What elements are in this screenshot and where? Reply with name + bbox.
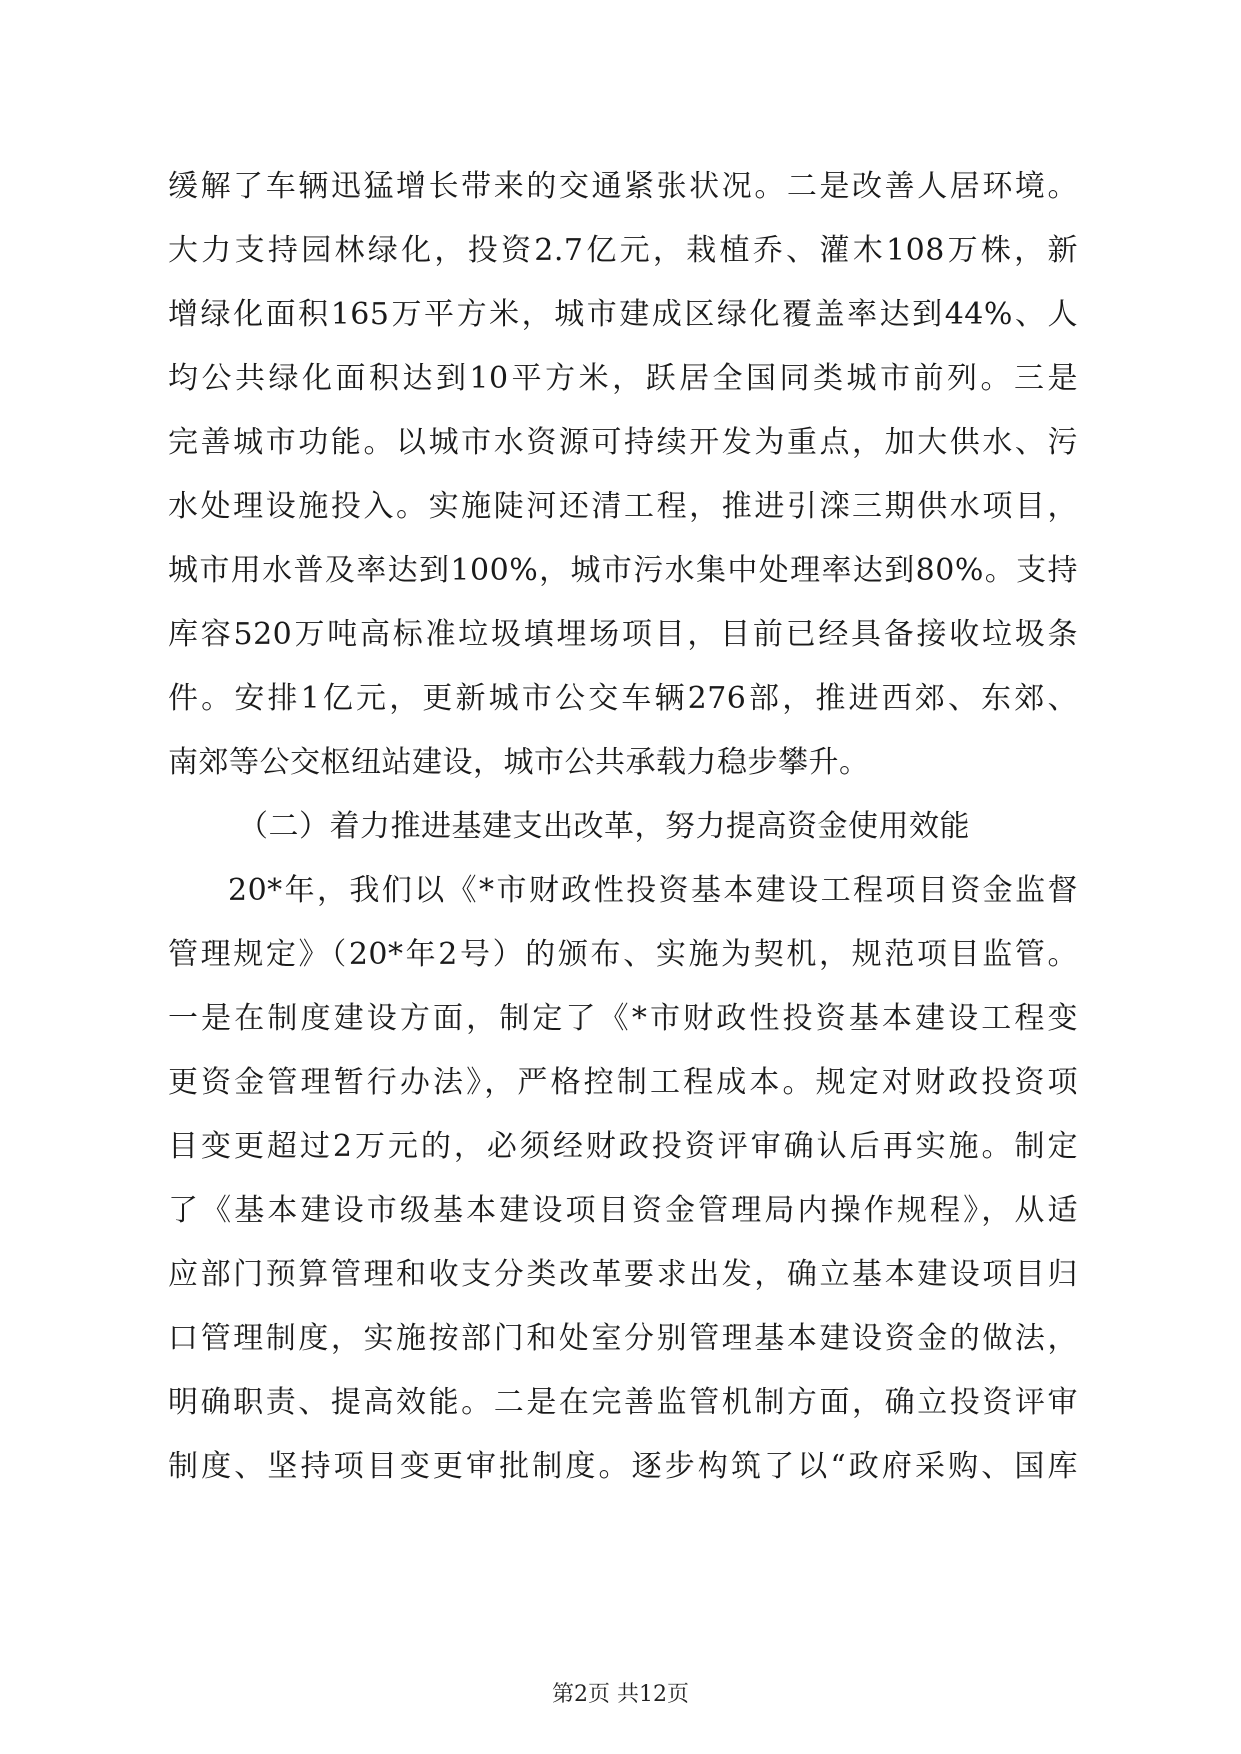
body-text-line: 大力支持园林绿化，投资2.7亿元，栽植乔、灌木108万株，新 <box>168 233 1078 268</box>
body-text-line: 南郊等公交枢纽站建设，城市公共承载力稳步攀升。 <box>168 745 870 780</box>
paragraph-first-line: 20*年，我们以《*市财政性投资基本建设工程项目资金监督 <box>228 873 1078 908</box>
body-text-line: 缓解了车辆迅猛增长带来的交通紧张状况。二是改善人居环境。 <box>168 169 1078 204</box>
body-text-line: 更资金管理暂行办法》，严格控制工程成本。规定对财政投资项 <box>168 1065 1078 1100</box>
section-heading: （二）着力推进基建支出改革，努力提高资金使用效能 <box>238 809 970 844</box>
body-text-line: 完善城市功能。以城市水资源可持续开发为重点，加大供水、污 <box>168 425 1078 460</box>
body-text-line: 明确职责、提高效能。二是在完善监管机制方面，确立投资评审 <box>168 1385 1078 1420</box>
body-text-line: 了《基本建设市级基本建设项目资金管理局内操作规程》，从适 <box>168 1193 1078 1228</box>
document-body <box>168 155 1078 1499</box>
body-text-line: 库容520万吨高标准垃圾填埋场项目，目前已经具备接收垃圾条 <box>168 617 1078 652</box>
body-text-line: 城市用水普及率达到100%，城市污水集中处理率达到80%。支持 <box>168 553 1078 588</box>
body-text-line: 水处理设施投入。实施陡河还清工程，推进引滦三期供水项目， <box>168 489 1078 524</box>
body-text-line: 管理规定》（20*年2号）的颁布、实施为契机，规范项目监管。 <box>168 937 1078 972</box>
body-text-line: 口管理制度，实施按部门和处室分别管理基本建设资金的做法， <box>168 1321 1078 1356</box>
body-text-line: 一是在制度建设方面，制定了《*市财政性投资基本建设工程变 <box>168 1001 1078 1036</box>
body-text-line: 增绿化面积165万平方米，城市建成区绿化覆盖率达到44%、人 <box>168 297 1078 332</box>
page-number-footer: 第2页 共12页 <box>552 1682 689 1707</box>
body-text-line: 件。安排1亿元，更新城市公交车辆276部，推进西郊、东郊、 <box>168 681 1078 716</box>
body-text-line: 制度、坚持项目变更审批制度。逐步构筑了以“政府采购、国库 <box>168 1449 1078 1484</box>
body-text-line: 均公共绿化面积达到10平方米，跃居全国同类城市前列。三是 <box>168 361 1078 396</box>
body-text-line: 目变更超过2万元的，必须经财政投资评审确认后再实施。制定 <box>168 1129 1078 1164</box>
body-text-line: 应部门预算管理和收支分类改革要求出发，确立基本建设项目归 <box>168 1257 1078 1292</box>
